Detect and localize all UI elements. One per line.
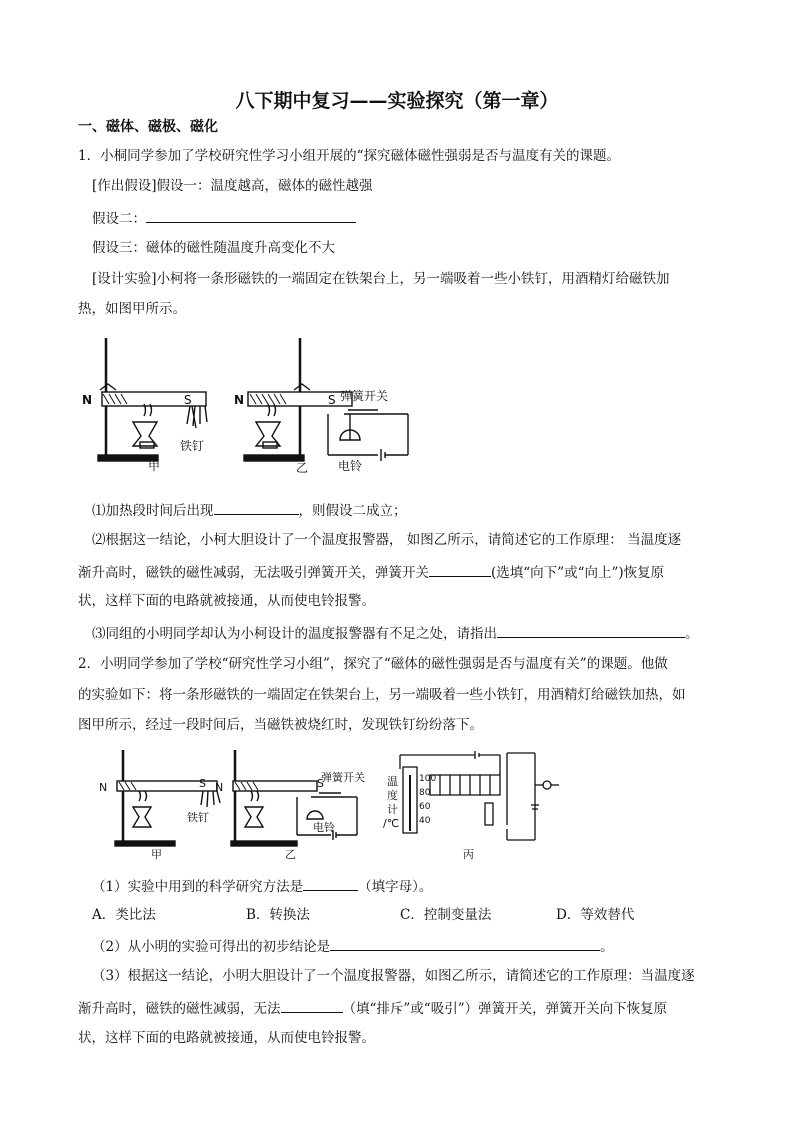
- answer-blank[interactable]: [281, 998, 343, 1013]
- pole-s-label: S: [199, 777, 206, 790]
- q2-part3-line1: （3）根据这一结论，小明大胆设计了一个温度报警器，如图乙所示，请简述它的工作原理：当温度逐: [92, 968, 695, 984]
- page-title: 八下期中复习——实验探究（第一章）: [235, 90, 559, 112]
- tick-label-60: 60: [419, 802, 431, 812]
- q1-hypothesis-3: 假设三：磁体的磁性随温度升高变化不大: [92, 240, 335, 256]
- nail-label: 铁钉: [187, 811, 209, 824]
- figure2-bing-label: 丙: [463, 848, 474, 861]
- bell-label: 电铃: [313, 821, 335, 834]
- thermometer-label-2: 度: [387, 789, 398, 802]
- q1-part1: ⑴加热段时间后出现 ，则假设二成立；: [92, 500, 407, 520]
- thermometer-label-3: 计: [387, 803, 398, 816]
- q2-line1: 2．小明同学参加了学校“研究性学习小组”，探究了“磁体的磁性强弱是否与温度有关”的课题。他做: [78, 656, 668, 672]
- tick-label-100: 100: [419, 774, 437, 784]
- q1-design-line2: 热，如图甲所示。: [78, 301, 186, 317]
- pole-s-label: S: [184, 393, 192, 407]
- q2-option-b[interactable]: B．转换法: [246, 907, 310, 923]
- pole-n-label: N: [215, 781, 224, 794]
- q1-part2-line3: 状，这样下面的电路就被接通，从而使电铃报警。: [78, 593, 375, 609]
- q1-intro: 1．小桐同学参加了学校研究性学习小组开展的“探究磁体磁性强弱是否与温度有关的课题。: [78, 148, 620, 164]
- figure-jia-label: 甲: [148, 459, 161, 473]
- q2-option-a[interactable]: A．类比法: [92, 907, 156, 923]
- q2-line2: 的实验如下：将一条形磁铁的一端固定在铁架台上，另一端吸着一些小铁钉，用酒精灯给磁铁加热，如: [78, 687, 686, 703]
- spring-switch-label: 弹簧开关: [321, 771, 365, 784]
- q2-figure: [95, 745, 565, 865]
- pole-n-label: N: [99, 781, 108, 794]
- tick-label-80: 80: [419, 788, 431, 798]
- answer-blank[interactable]: [146, 208, 356, 223]
- answer-blank[interactable]: [497, 623, 685, 638]
- pole-s-label: S: [328, 393, 336, 407]
- q1-design-line1: [设计实验]小柯将一条形磁铁的一端固定在铁架台上，另一端吸着一些小铁钉，用酒精灯给磁铁加: [92, 271, 670, 287]
- figure2-yi-label: 乙: [285, 848, 296, 861]
- answer-blank[interactable]: [214, 500, 299, 515]
- q2-part1: （1）实验中用到的科学研究方法是 （填字母）。: [92, 876, 432, 896]
- pole-n-label: N: [82, 393, 93, 407]
- q1-hypothesis-1: [作出假设]假设一：温度越高，磁体的磁性越强: [92, 178, 373, 194]
- q2-part2: （2）从小明的实验可得出的初步结论是 。: [92, 936, 614, 956]
- q2-part3-line2: 渐升高时，磁铁的磁性减弱，无法 （填“排斥”或“吸引”）弹簧开关，弹簧开关向下恢复原: [78, 998, 667, 1018]
- q2-line3: 图甲所示，经过一段时间后，当磁铁被烧红时，发现铁钉纷纷落下。: [78, 717, 483, 733]
- q1-part2-line1: ⑵根据这一结论，小柯大胆设计了一个温度报警器， 如图乙所示，请简述它的工作原理： 当温度逐: [92, 532, 682, 548]
- figure2-yi-apparatus: [231, 750, 357, 846]
- q2-part3-line3: 状，这样下面的电路就被接通，从而使电铃报警。: [78, 1030, 375, 1046]
- nail-label: 铁钉: [180, 439, 205, 453]
- q1-part3: ⑶同组的小明同学却认为小柯设计的温度报警器有不足之处，请指出 。: [92, 623, 699, 643]
- q1-hypothesis-2: 假设二：: [92, 208, 356, 228]
- q1-part2-line2: 渐升高时，磁铁的磁性减弱，无法吸引弹簧开关，弹簧开关 (选填“向下”或“向上”)恢复原: [78, 562, 664, 582]
- q1-figure: [78, 330, 428, 480]
- answer-blank[interactable]: [429, 562, 491, 577]
- spring-switch-label: 弹簧开关: [340, 389, 389, 403]
- thermometer-unit-label: /℃: [383, 817, 400, 830]
- figure2-jia-apparatus: [115, 750, 220, 846]
- thermometer-label-1: 温: [387, 775, 398, 788]
- figure2-jia-label: 甲: [151, 848, 162, 861]
- answer-blank[interactable]: [330, 936, 600, 951]
- figure-yi-label: 乙: [296, 461, 309, 475]
- pole-s-label: S: [317, 777, 324, 790]
- section-heading: 一、磁体、磁极、磁化: [78, 119, 218, 135]
- q2-option-c[interactable]: C．控制变量法: [400, 907, 492, 923]
- answer-blank[interactable]: [303, 876, 358, 891]
- tick-label-40: 40: [419, 816, 431, 826]
- bell-label: 电铃: [338, 459, 363, 473]
- pole-n-label: N: [234, 393, 245, 407]
- q2-option-d[interactable]: D．等效替代: [556, 907, 635, 923]
